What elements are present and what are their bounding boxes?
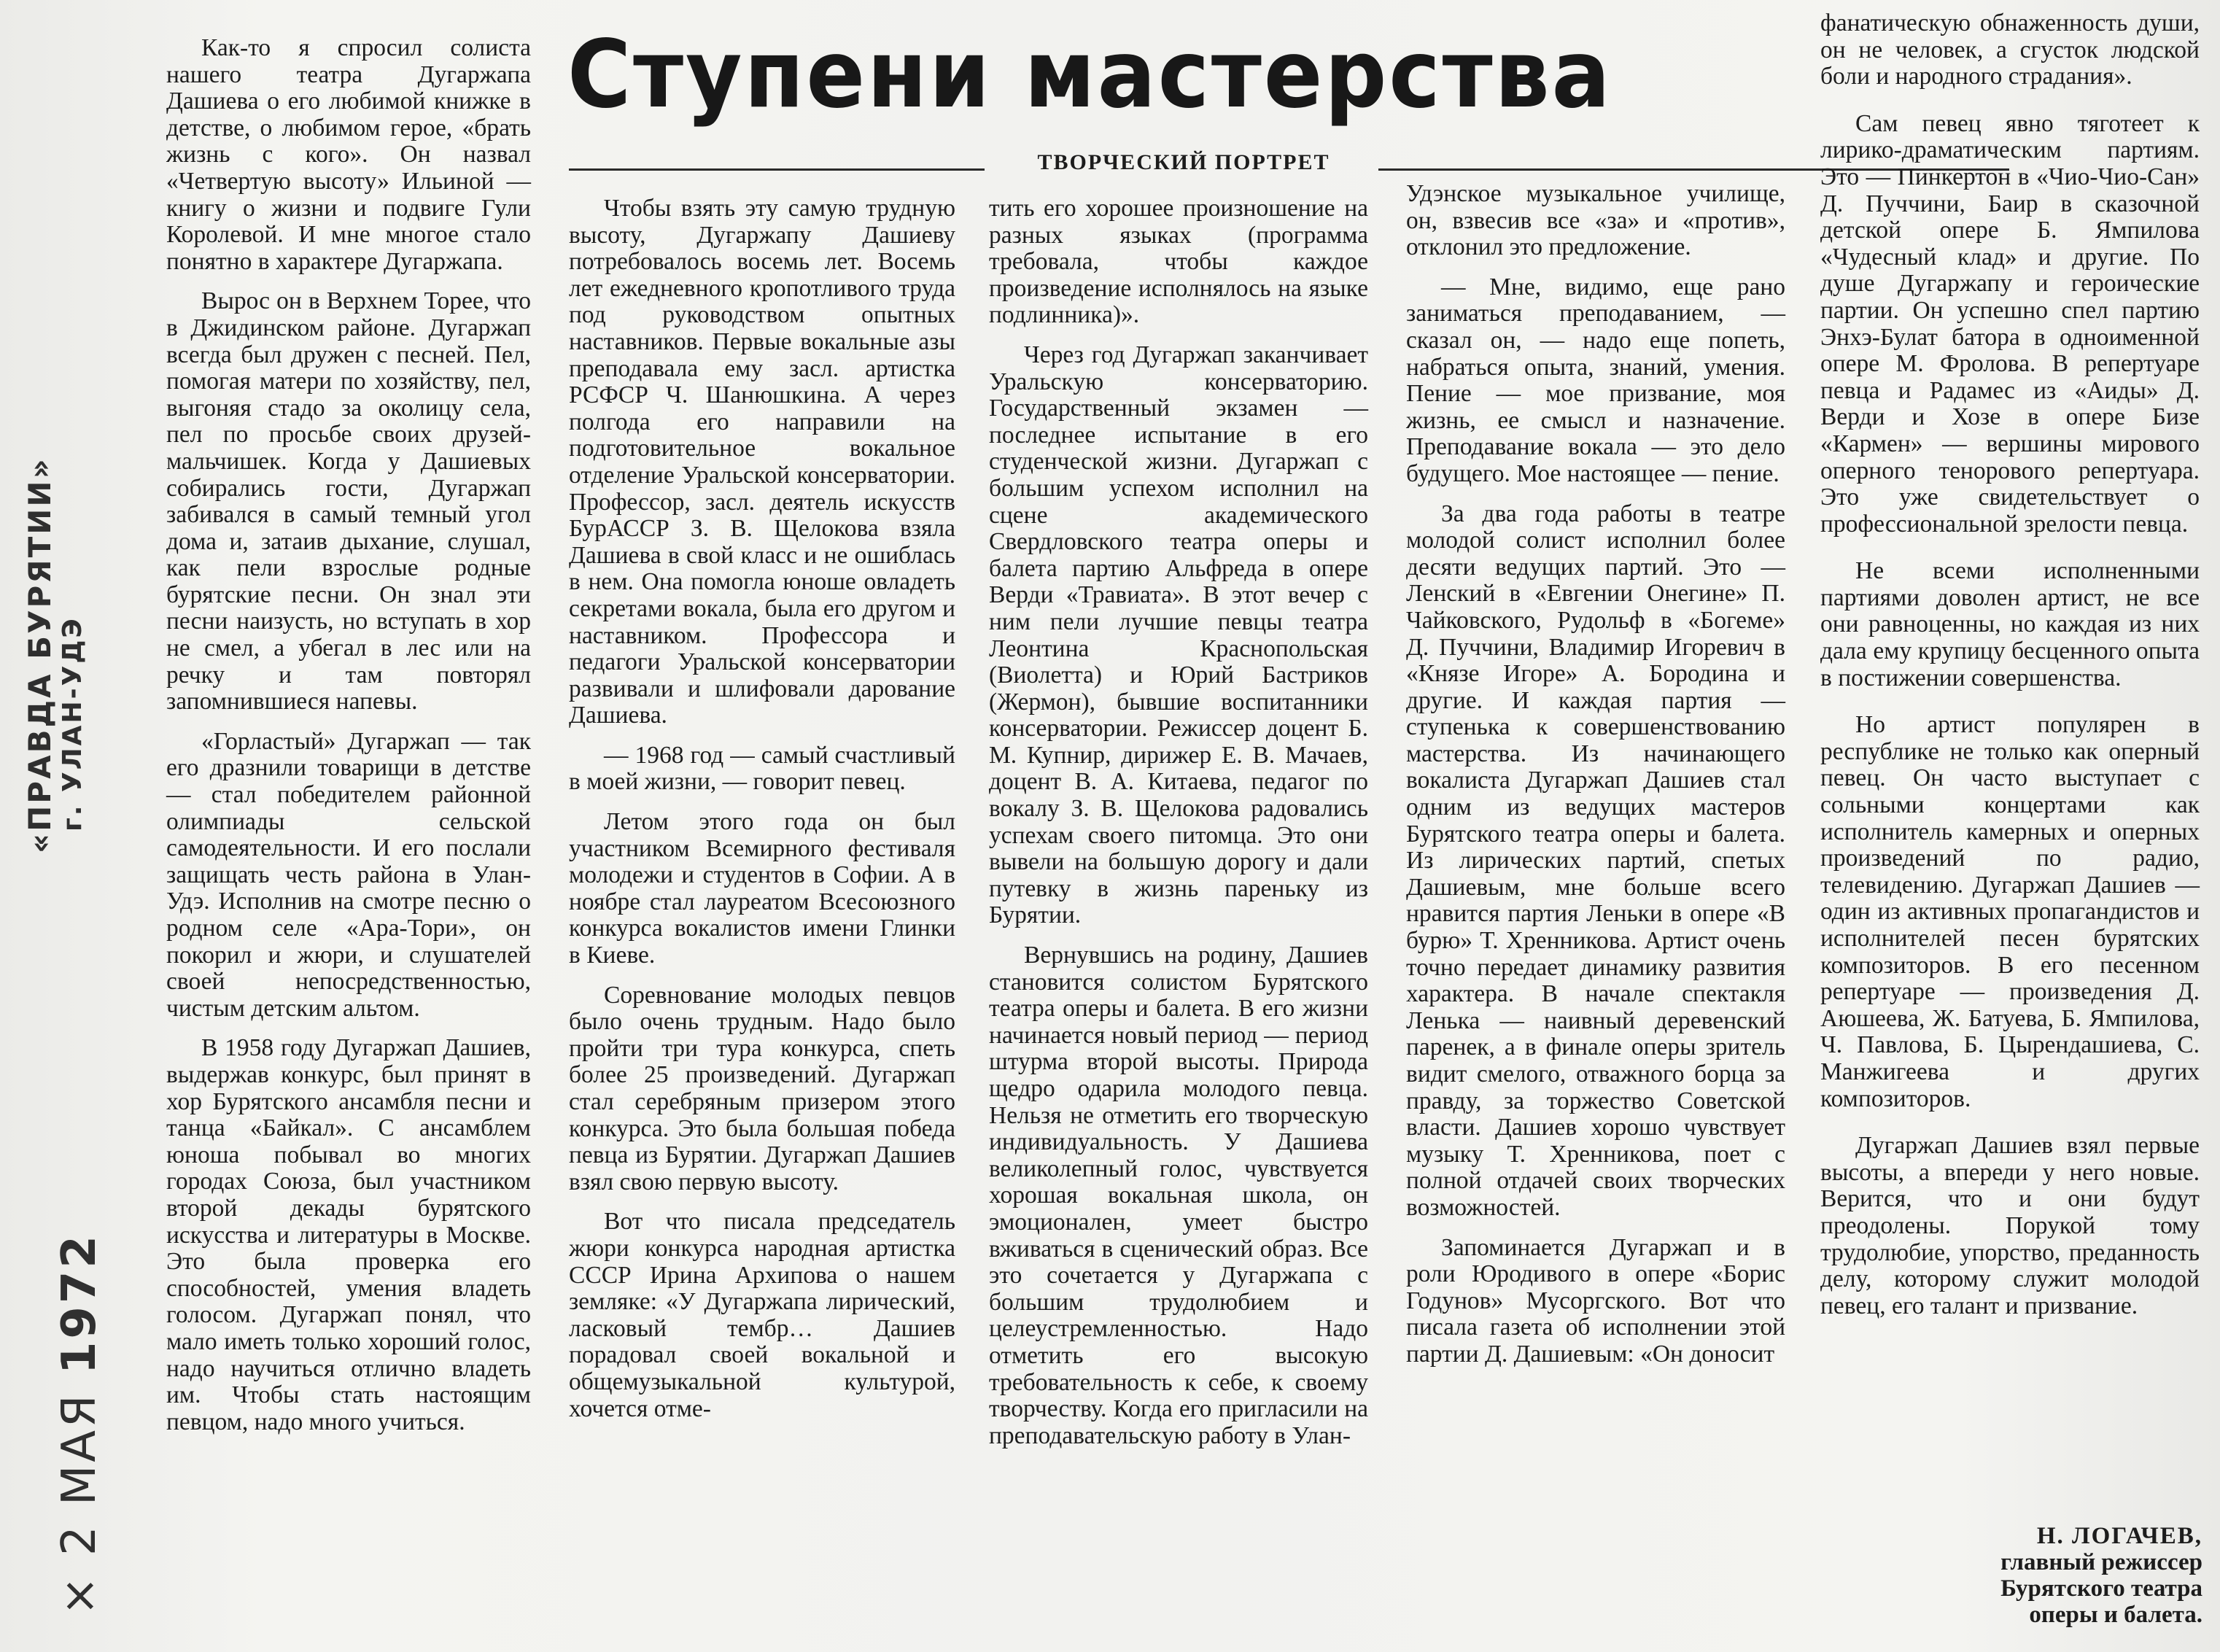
author-signature	[1896, 1523, 2202, 1628]
paragraph-continued: тить его хорошее произношение на разных языках (программа требовала, чтобы каждое произведение исполнялось на языке подлинника)».	[989, 195, 1368, 329]
newspaper-city: г. УЛАН-УДЭ	[58, 616, 88, 831]
text-column-3	[989, 195, 1368, 1462]
paragraph: Чтобы взять эту самую трудную высоту, Дугаржапу Дашиеву потребовалось восемь лет. Восемь лет ежедневного кропотливого труда под руководством опытных наставников. Первые вокальные азы преподавала ему засл. артистка РСФСР Ч. Шанюшкина. А через полгода его направили на подготовительное вокальное отделение Уральской консерватории. Профессор, засл. деятель искусств БурАССР З. В. Щелокова взяла Дашиева в свой класс и не ошиблась в нем. Она помогла юноше овладеть секретами вокала, была его другом и наставником. Профессора и педагоги Уральской консерватории развивали и шлифовали дарование Дашиева.	[569, 195, 955, 729]
paragraph: Как-то я спросил солиста нашего театра Дугаржапа Дашиева о его любимой книжке в детстве, о любимом герое, «брать жизнь с кого». Он назвал «Четвертую высоту» Ильиной — книгу о жизни и подвиге Гули Королевой. И мне многое стало понятно в характере Дугаржапа.	[166, 34, 531, 275]
text-column-4	[1406, 181, 1785, 1381]
paragraph: Соревнование молодых певцов было очень трудным. Надо было пройти три тура конкурса, спеть более 25 произведений. Дугаржап стал серебряным призером этого конкурса. Это была большая победа певца из Бурятии. Дугаржап Дашиев взял свою первую высоту.	[569, 981, 955, 1195]
paragraph: В 1958 году Дугаржап Дашиев, выдержав конкурс, был принят в хор Бурятского ансамбля песни и танца «Байкал». С ансамблем юноша побывал во многих городах Союза, был участником второй декады бурятского искусства и литературы в Москве. Это была проверка его способностей, умения владеть голосом. Дугаржап понял, что мало иметь только хороший голос, надо научиться отлично владеть им. Чтобы стать настоящим певцом, надо много учиться.	[166, 1034, 531, 1435]
paragraph: Летом этого года он был участником Всемирного фестиваля молодежи и студентов в Софии. А в ноябре стал лауреатом Всесоюзного конкурса вокалистов имени Глинки в Киеве.	[569, 808, 955, 969]
author-role-line-3: оперы и балета.	[2029, 1602, 2202, 1628]
paragraph: Вот что писала председатель жюри конкурса народная артистка СССР Ирина Архипова о нашем земляке: «У Дугаржапа лирический, ласковый тембр… Дашиев порадовал своей вокальной и общемузыкальной культурой, хочется отме-	[569, 1208, 955, 1422]
text-column-2	[569, 195, 955, 1435]
newspaper-name: «ПРАВДА БУРЯТИИ»	[22, 457, 58, 853]
paragraph: Не всеми исполненными партиями доволен артист, не все они равноценны, но каждая из них дала ему крупицу бесценного опыта в постижении совершенства.	[1820, 557, 2200, 691]
rubric-row	[569, 149, 2013, 178]
paragraph: Вернувшись на родину, Дашиев становится солистом Бурятского театра оперы и балета. В его жизни начинается новый период — период штурма второй высоты. Природа щедро одарила молодого певца. Нельзя не отметить его творческую индивидуальность. У Дашиева великолепный голос, чувствуется хорошая вокальная школа, он эмоционален, умеет быстро вживаться в сценический образ. Все это сочетается у Дугаржапа с большим трудолюбием и целеустремленностью. Надо отметить его высокую требовательность к себе, к своему творчеству. Когда его пригласили на преподавательскую работу в Улан-	[989, 942, 1368, 1449]
article-rubric: ТВОРЧЕСКИЙ ПОРТРЕТ	[1037, 150, 1330, 174]
author-role-line-1: главный режиссер	[2000, 1549, 2202, 1575]
rubric-rule-left	[569, 168, 985, 171]
paragraph: «Горластый» Дугаржап — так его дразнили товарищи в детстве — стал победителем районной олимпиады сельской самодеятельности. И его послали защищать честь района в Улан-Удэ. Исполнив на смотре песню о родном селе «Ара-Тори», он покорил и жюри, и слушателей своей непосредственностью, чистым детским альтом.	[166, 727, 531, 1022]
paragraph: Вырос он в Верхнем Торее, что в Джидинском районе. Дугаржап всегда был дружен с песней. Пел, помогая матери по хозяйству, пел, выгоняя стадо за околицу села, пел по просьбе своих друзей-мальчишек. Когда у Дашиевых собирались гости, Дугаржап забивался в самый темный угол дома и, затаив дыхание, слушал, как пели взрослые родные бурятские песни. Он знал эти песни наизусть, но вступать в хор не смел, а убегал в лес или на речку и там повторял запомнившиеся напевы.	[166, 287, 531, 716]
paragraph: Но артист популярен в республике не только как оперный певец. Он часто выступает с сольными концертами как исполнитель камерных и оперных произведений по радио, телевидению. Дугаржап Дашиев — один из активных пропагандистов и исполнителей песен бурятских композиторов. В его песенном репертуаре — произведения Д. Аюшеева, Ж. Батуева, Б. Ямпилова, Ч. Павлова, Б. Цырендашиева, С. Манжигеева и других композиторов.	[1820, 711, 2200, 1112]
paragraph: — Мне, видимо, еще рано заниматься преподаванием, — сказал он, — надо еще попеть, набраться опыта, знаний, умения. Пение — мое призвание, моя жизнь, ее смысл и назначение. Преподавание вокала — это дело будущего. Мое настоящее — пение.	[1406, 273, 1785, 487]
date-year: 1972	[53, 1233, 106, 1375]
text-column-1	[166, 35, 531, 1449]
paragraph: За два года работы в театре молодой солист исполнил более десяти ведущих партий. Это — Ленский в «Евгении Онегине» П. Чайковского, Рудольф в «Богеме» Д. Пуччини, Владимир Игоревич в «Князе Игоре» А. Бородина и другие. И каждая партия — ступенька к совершенствованию мастерства. Из начинающего вокалиста Дугаржап Дашиев стал одним из ведущих мастеров Бурятского театра оперы и балета. Из лирических партий, спетых Дашиевым, мне больше всего нравится партия Леньки в опере «В бурю» Т. Хренникова. Артист очень точно передает динамику развития характера. В начале спектакля Ленька — наивный деревенский паренек, а в финале оперы зритель видит смелого, отважного борца за правду, за торжество Советской власти. Дашиев хорошо чувствует музыку Т. Хренникова, поет с полной отдачей своих творческих возможностей.	[1406, 500, 1785, 1221]
author-role-line-2: Бурятского театра	[2000, 1575, 2202, 1602]
paragraph-continued: Удэнское музыкальное училище, он, взвесив все «за» и «против», отклонил это предложение.	[1406, 180, 1785, 261]
handwritten-date	[53, 1233, 106, 1616]
paragraph: Запоминается Дугаржап и в роли Юродивого в опере «Борис Годунов» Мусоргского. Вот что писала газета об исполнении этой партии Д. Дашиевым: «Он доносит	[1406, 1233, 1785, 1368]
paragraph: Сам певец явно тяготеет к лирико-драматическим партиям. Это — Пинкертон в «Чио-Чио-Сан» Д. Пуччини, Баир в сказочной детской опере Б. Ямпилова «Чудесный клад» и другие. По душе Дугаржапу и героические партии. Он успешно спел партию Энхэ-Булат батора в одноименной опере М. Фролова. В репертуаре певца и Радамес из «Аиды» Д. Верди и Хозе в опере Бизе «Кармен» — вершины мирового оперного тенорового репертуара. Это уже свидетельствует о профессиональной зрелости певца.	[1820, 109, 2200, 538]
text-column-5	[1820, 10, 2200, 1340]
newspaper-source-stamp	[22, 457, 88, 853]
paragraph: — 1968 год — самый счастливый в моей жизни, — говорит певец.	[569, 741, 955, 796]
date-day-month: × 2 МАЯ	[53, 1392, 106, 1616]
author-name: Н. ЛОГАЧЕВ,	[2036, 1523, 2202, 1549]
article-headline: Ступени мастерства	[567, 20, 1612, 129]
paragraph: Через год Дугаржап заканчивает Уральскую консерваторию. Государственный экзамен — последнее испытание в его студенческой жизни. Дугаржап с большим успехом исполнил на сцене академического Свердловского театра оперы и балета партию Альфреда в опере Верди «Травиата». В этот вечер с ним пели лучшие певцы театра Леонтина Краснопольская (Виолетта) и Юрий Бастриков (Жермон), бывшие воспитанники консерватории. Режиссер доцент Б. М. Купнир, дирижер Е. В. Мачаев, доцент В. А. Китаева, педагог по вокалу З. В. Щелокова радовались успехам своего питомца. Это они вывели на большую дорогу и дали путевку в жизнь пареньку из Бурятии.	[989, 341, 1368, 929]
paragraph: Дугаржап Дашиев взял первые высоты, а впереди у него новые. Верится, что и они будут преодолены. Порукой тому трудолюбие, упорство, преданность делу, которому служит молодой певец, его талант и призвание.	[1820, 1132, 2200, 1319]
paragraph-continued: фанатическую обнаженность души, он не человек, а сгусток людской боли и народного страдания».	[1820, 9, 2200, 90]
